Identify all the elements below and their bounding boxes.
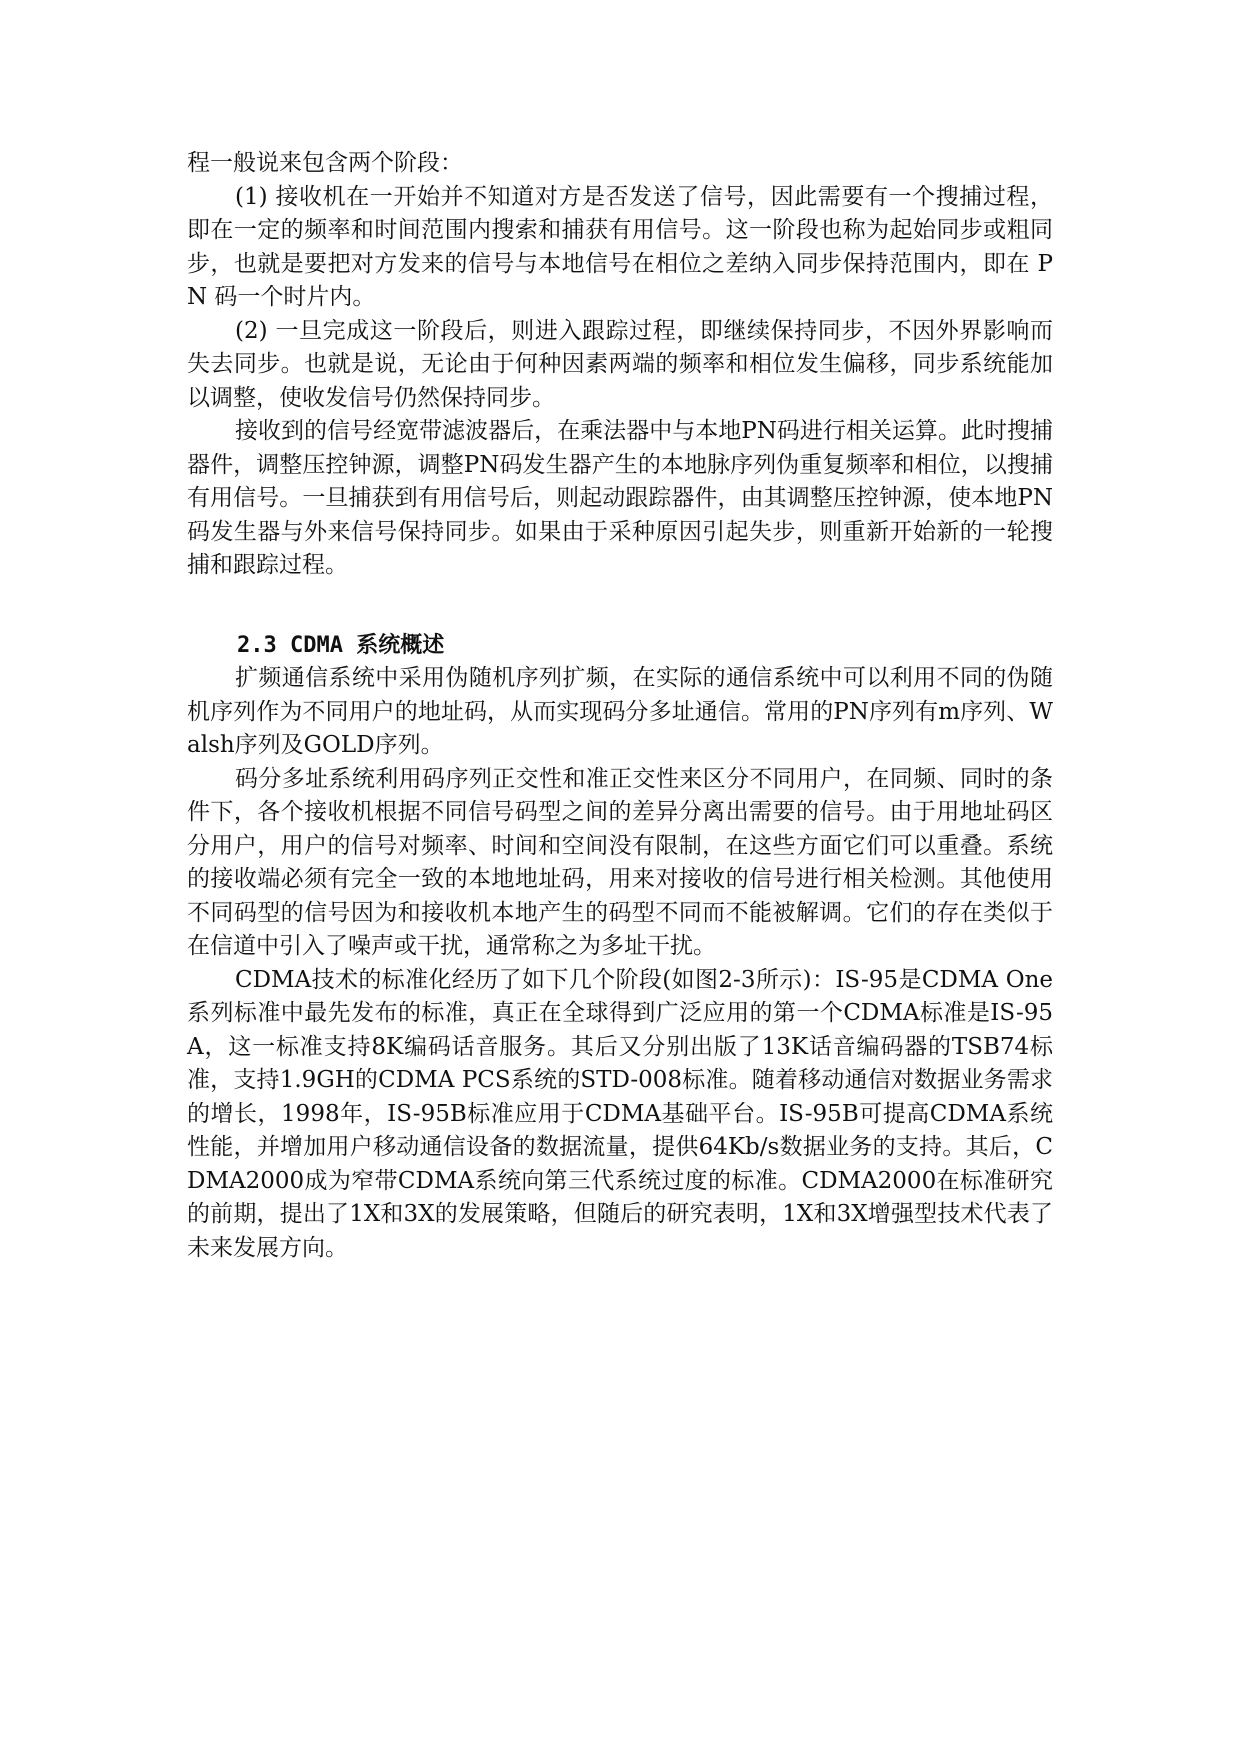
paragraph-continuation: 程一般说来包含两个阶段：	[187, 150, 463, 176]
paragraph-code-division: 码分多址系统利用码序列正交性和准正交性来区分不同用户，在同频、同时的条件下，各个接收机根据不同信号码型之间的差异分离出需要的信号。由于用地址码区分用户，用户的信号对频率、时间和空间没有限制，在这些方面它们可以重叠。系统的接收端必须有完全一致的本地地址码，用来对接收的信号进行相关检测。其他使用不同码型的信号因为和接收机本地产生的码型不同而不能被解调。它们的存在类似于在信道中引入了噪声或干扰，通常称之为多址干扰。	[187, 765, 1053, 959]
paragraph-receiver-process: 接收到的信号经宽带滤波器后，在乘法器中与本地PN码进行相关运算。此时搜捕器件，调整压控钟源，调整PN码发生器产生的本地脉序列伪重复频率和相位，以搜捕有用信号。一旦捕获到有用信号后，则起动跟踪器件，由其调整压控钟源，使本地PN码发生器与外来信号保持同步。如果由于采种原因引起失步，则重新开始新的一轮搜捕和跟踪过程。	[187, 418, 1053, 578]
paragraph-cdma-standards: CDMA技术的标准化经历了如下几个阶段(如图2-3所示)：IS-95是CDMA One系列标准中最先发布的标准，真正在全球得到广泛应用的第一个CDMA标准是IS-95A，这一标准支持8K编码话音服务。其后又分别出版了13K话音编码器的TSB74标准，支持1.9GH的CDMA PCS系统的STD-008标准。随着移动通信对数据业务需求的增长，1998年，IS-95B标准应用于CDMA基础平台。IS-95B可提高CDMA系统性能，并增加用户移动通信设备的数据流量，提供64Kb/s数据业务的支持。其后，CDMA2000成为窄带CDMA系统向第三代系统过度的标准。CDMA2000在标准研究的前期，提出了1X和3X的发展策略，但随后的研究表明，1X和3X增强型技术代表了未来发展方向。	[187, 966, 1053, 1261]
section-heading: 2.3 CDMA 系统概述	[237, 632, 445, 658]
paragraph-stage-1: (1) 接收机在一开始并不知道对方是否发送了信号，因此需要有一个搜捕过程，即在一定的频率和时间范围内搜索和捕获有用信号。这一阶段也称为起始同步或粗同步，也就是要把对方发来的信号与本地信号在相位之差纳入同步保持范围内，即在 PN 码一个时片内。	[187, 183, 1053, 310]
paragraph-pn-sequences: 扩频通信系统中采用伪随机序列扩频，在实际的通信系统中可以利用不同的伪随机序列作为不同用户的地址码，从而实现码分多址通信。常用的PN序列有m序列、Walsh序列及GOLD序列。	[187, 665, 1053, 758]
page-content	[187, 147, 1053, 1265]
paragraph-stage-2: (2) 一旦完成这一阶段后，则进入跟踪过程，即继续保持同步，不因外界影响而失去同步。也就是说，无论由于何种因素两端的频率和相位发生偏移，同步系统能加以调整，使收发信号仍然保持同步。	[187, 317, 1053, 411]
